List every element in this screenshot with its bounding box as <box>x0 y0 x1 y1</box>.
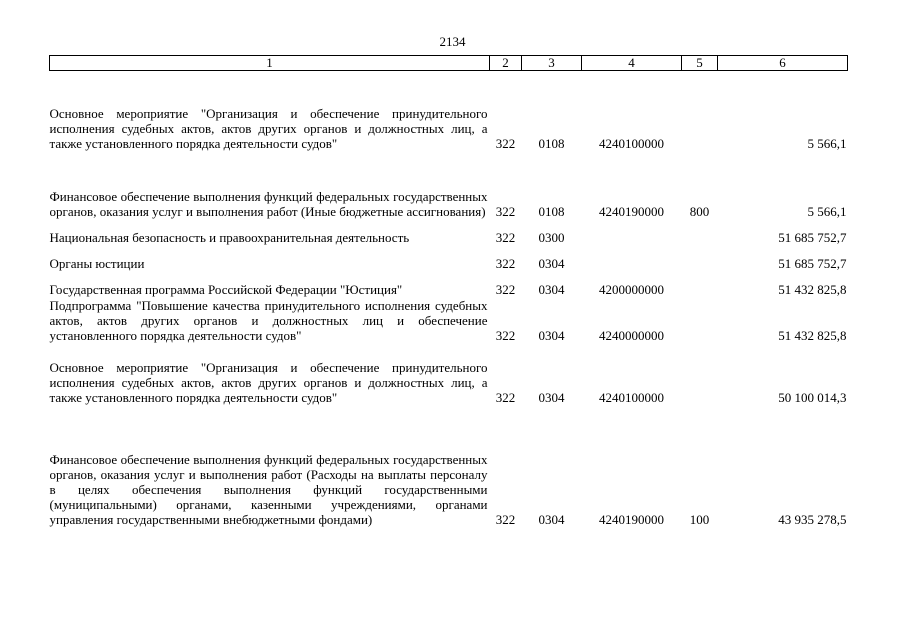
table-row <box>50 245 848 271</box>
row-amount: 51 685 752,7 <box>778 230 847 245</box>
row-code-5 <box>682 343 718 405</box>
row-amount: 43 935 278,5 <box>778 512 847 527</box>
table-row <box>50 343 848 405</box>
column-header-2: 2 <box>490 56 522 71</box>
row-amount: 51 432 825,8 <box>778 282 847 297</box>
budget-table <box>49 55 848 527</box>
row-code-3: 0108 <box>538 136 565 151</box>
row-code-2: 322 <box>495 230 516 245</box>
column-header-4: 4 <box>582 56 682 71</box>
row-description: Государственная программа Российской Федерации "Юстиция" <box>49 282 403 297</box>
row-code-4: 4240100000 <box>599 390 664 405</box>
page-number: 2134 <box>439 34 466 49</box>
row-code-3: 0304 <box>538 512 565 527</box>
row-code-4: 4240000000 <box>599 328 664 343</box>
row-code-4: 4240190000 <box>599 204 664 219</box>
row-description: Национальная безопасность и правоохранительная деятельность <box>49 230 410 245</box>
row-amount: 50 100 014,3 <box>778 390 847 405</box>
row-code-4 <box>582 219 682 245</box>
row-amount: 51 432 825,8 <box>778 328 847 343</box>
row-description: Основное мероприятие "Организация и обеспечение принудительного исполнения судебных актов, актов других органов и должностных лиц, а также установленного порядка деятельности судов" <box>49 360 488 405</box>
table-row <box>50 297 848 343</box>
row-amount: 5 566,1 <box>807 136 847 151</box>
row-description: Подпрограмма "Повышение качества принудительного исполнения судебных актов, актов других органов и должностных лиц и обеспечение установленного порядка деятельности судов" <box>49 298 488 343</box>
row-code-5 <box>682 219 718 245</box>
row-code-5 <box>682 297 718 343</box>
table-row <box>50 219 848 245</box>
column-header-5: 5 <box>682 56 718 71</box>
row-code-3: 0304 <box>538 390 565 405</box>
row-code-5 <box>682 245 718 271</box>
row-code-4: 4200000000 <box>599 282 664 297</box>
table-header <box>50 56 848 71</box>
row-code-2: 322 <box>495 512 516 527</box>
row-code-2: 322 <box>495 204 516 219</box>
row-code-2: 322 <box>495 256 516 271</box>
table-row <box>50 151 848 219</box>
table-row <box>50 71 848 152</box>
row-code-3: 0108 <box>538 204 565 219</box>
row-code-2: 322 <box>495 136 516 151</box>
row-code-2: 322 <box>495 328 516 343</box>
column-header-6: 6 <box>718 56 848 71</box>
row-code-5: 800 <box>689 204 710 219</box>
table-row <box>50 405 848 527</box>
row-code-5 <box>682 271 718 297</box>
row-description: Финансовое обеспечение выполнения функций федеральных государственных органов, оказания услуг и выполнения работ (Иные бюджетные ассигнования) <box>49 189 488 219</box>
row-description: Основное мероприятие "Организация и обеспечение принудительного исполнения судебных актов, актов других органов и должностных лиц, а также установленного порядка деятельности судов" <box>49 106 488 151</box>
row-code-2: 322 <box>495 282 516 297</box>
row-code-3: 0304 <box>538 256 565 271</box>
row-code-4 <box>582 245 682 271</box>
column-header-3: 3 <box>522 56 582 71</box>
row-code-4: 4240100000 <box>599 136 664 151</box>
row-code-5: 100 <box>689 512 710 527</box>
row-amount: 5 566,1 <box>807 204 847 219</box>
row-code-3: 0300 <box>538 230 565 245</box>
row-amount: 51 685 752,7 <box>778 256 847 271</box>
row-code-2: 322 <box>495 390 516 405</box>
row-code-5 <box>682 71 718 152</box>
table-row <box>50 271 848 297</box>
row-code-3: 0304 <box>538 282 565 297</box>
column-header-1: 1 <box>50 56 490 71</box>
row-description: Органы юстиции <box>49 256 145 271</box>
row-code-4: 4240190000 <box>599 512 664 527</box>
row-description: Финансовое обеспечение выполнения функций федеральных государственных органов, оказания услуг и выполнения работ (Расходы на выплаты персоналу в целях обеспечения выполнения функций государственными (муниципальными) органами, казенными учреждениями, органами управления государственными внебюджетными фондами) <box>49 452 488 527</box>
row-code-3: 0304 <box>538 328 565 343</box>
